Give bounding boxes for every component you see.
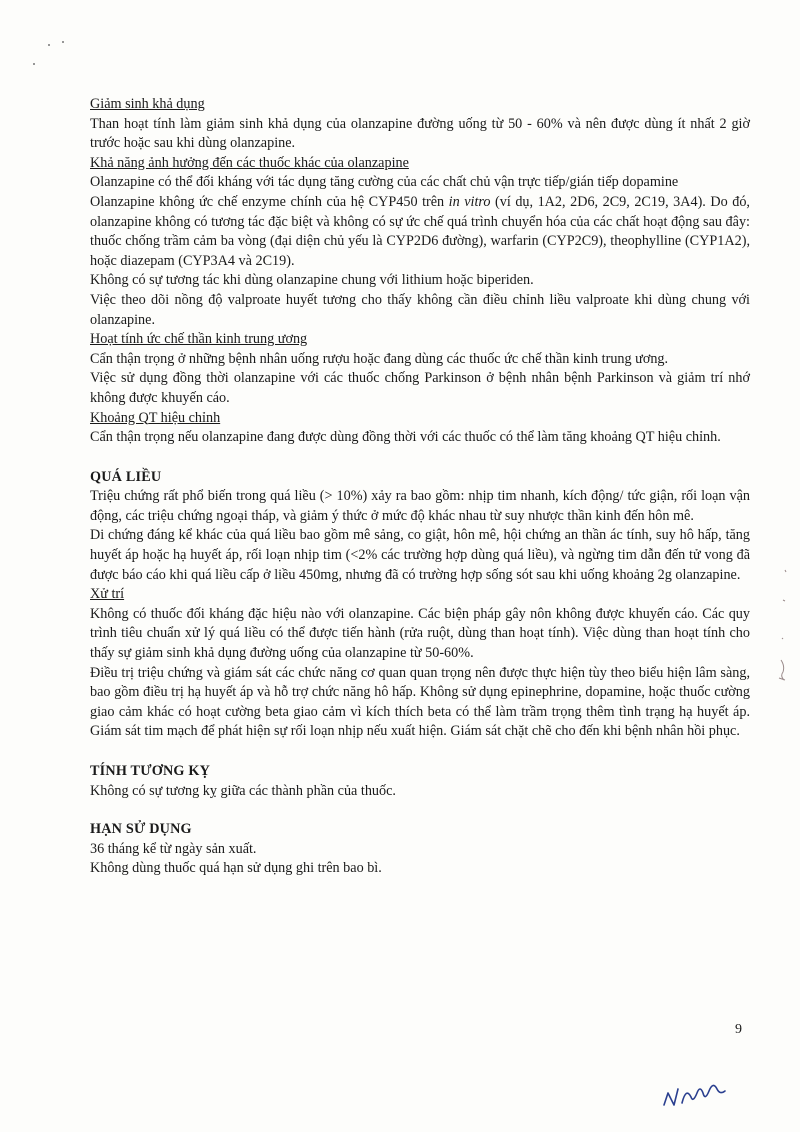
paragraph: Triệu chứng rất phổ biến trong quá liều (> 10%) xảy ra bao gồm: nhịp tim nhanh, kích động/ tức giận, rối loạn vận động, các triệu chứng ngoại tháp, và giảm ý thức ở mức độ khác nhau từ suy nhược thần kinh đến hôn mê. bbox=[90, 488, 750, 524]
subheading-bioavailability: Giảm sinh khả dụng bbox=[90, 96, 205, 112]
paragraph: Không có thuốc đối kháng đặc hiệu nào với olanzapine. Các biện pháp gây nôn không được khuyến cáo. Các quy trình tiêu chuẩn xử lý quá liều có thể được tiến hành (rửa ruột, dùng than hoạt tính). Việc dùng than hoạt tính cho thấy sự giảm sinh khả dụng đường uống của olanzapine từ 50-60%. bbox=[90, 605, 750, 662]
document-body bbox=[90, 95, 750, 879]
paragraph: Điều trị triệu chứng và giám sát các chức năng cơ quan quan trọng nên được thực hiện tùy theo biểu hiện lâm sàng, bao gồm điều trị hạ huyết áp và hỗ trợ chức năng hô hấp. Không sử dụng epinephrine, dopamine, hoặc thuốc cường giao cảm khác có hoạt cường beta giao cảm vì kích thích beta có thể làm trầm trọng thêm tình trạng hạ huyết áp. Giám sát tim mạch để phát hiện sự rối loạn nhịp nếu xuất hiện. Giám sát chặt chẽ cho đến khi bệnh nhân hồi phục. bbox=[90, 664, 750, 740]
paragraph: Cẩn thận trọng ở những bệnh nhân uống rượu hoặc đang dùng các thuốc ức chế thần kinh trung ương. bbox=[90, 350, 669, 367]
paragraph: Olanzapine có thể đối kháng với tác dụng tăng cường của các chất chủ vận trực tiếp/gián tiếp dopamine bbox=[90, 174, 679, 191]
scan-speck bbox=[62, 41, 64, 43]
paragraph: Không có sự tương tác khi dùng olanzapine chung với lithium hoặc biperiden. bbox=[90, 272, 534, 289]
paragraph: Việc theo dõi nồng độ valproate huyết tương cho thấy không cần điều chỉnh liều valproate khi dùng chung với olanzapine. bbox=[90, 291, 750, 328]
paragraph: 36 tháng kể từ ngày sản xuất. bbox=[90, 840, 257, 857]
scan-speck bbox=[33, 63, 35, 65]
paragraph: Việc sử dụng đồng thời olanzapine với các thuốc chống Parkinson ở bệnh nhân bệnh Parkinson và giảm trí nhớ không được khuyến cáo. bbox=[90, 370, 750, 406]
paragraph: Không có sự tương kỵ giữa các thành phần của thuốc. bbox=[90, 782, 396, 799]
paragraph: Than hoạt tính làm giảm sinh khả dụng của olanzapine đường uống từ 50 - 60% và nên được dùng ít nhất 2 giờ trước hoặc sau khi dùng olanzapine. bbox=[90, 115, 750, 152]
text-run: (ví dụ, 1A2, 2D6, 2C9, 2C19, 3A4). Do đó, olanzapine không có tương tác đặc biệt và không có sự ức chế quá trình chuyển hóa của các chất hoạt động sau đây: thuốc chống trầm cảm ba vòng (đại diện chủ yếu là CYP2D6 đường), warfarin (CYP2C9), theophylline (CYP1A2), hoặc diazepam (CYP3A4 và 2C19). bbox=[90, 193, 750, 269]
text-run: Olanzapine không ức chế enzyme chính của hệ CYP450 trên bbox=[90, 193, 449, 210]
paragraph bbox=[90, 193, 750, 271]
heading-overdose: QUÁ LIỀU bbox=[90, 468, 162, 485]
paragraph: Không dùng thuốc quá hạn sử dụng ghi trên bao bì. bbox=[90, 860, 382, 877]
scan-speck bbox=[48, 44, 50, 46]
paragraph: Di chứng đáng kể khác của quá liều bao gồm mê sảng, co giật, hôn mê, hội chứng an thần ác tính, suy hô hấp, tăng huyết áp hoặc hạ huyết áp, rối loạn nhịp tim (<2% các trường hợp dùng quá liều), và ngừng tim dẫn đến tử vong đã được báo cáo khi quá liều cấp ở liều 450mg, nhưng đã có trường hợp sống sót sau khi uống khoảng 2g olanzapine. bbox=[90, 527, 750, 583]
margin-marks bbox=[773, 560, 793, 710]
subheading-treatment: Xử trí bbox=[90, 586, 125, 603]
subheading-qt: Khoảng QT hiệu chỉnh bbox=[90, 409, 221, 426]
heading-incompatibility: TÍNH TƯƠNG KỴ bbox=[90, 763, 211, 779]
subheading-interactions: Khả năng ảnh hưởng đến các thuốc khác của olanzapine bbox=[90, 154, 409, 171]
page-number: 9 bbox=[735, 1022, 742, 1037]
subheading-cns: Hoạt tính ức chế thần kinh trung ương bbox=[90, 331, 308, 348]
paragraph: Cẩn thận trọng nếu olanzapine đang được dùng đồng thời với các thuốc có thể làm tăng khoảng QT hiệu chỉnh. bbox=[90, 429, 721, 446]
italic-text: in vitro bbox=[448, 193, 491, 210]
handwritten-initials bbox=[660, 1075, 740, 1115]
heading-shelf-life: HẠN SỬ DỤNG bbox=[90, 821, 192, 838]
